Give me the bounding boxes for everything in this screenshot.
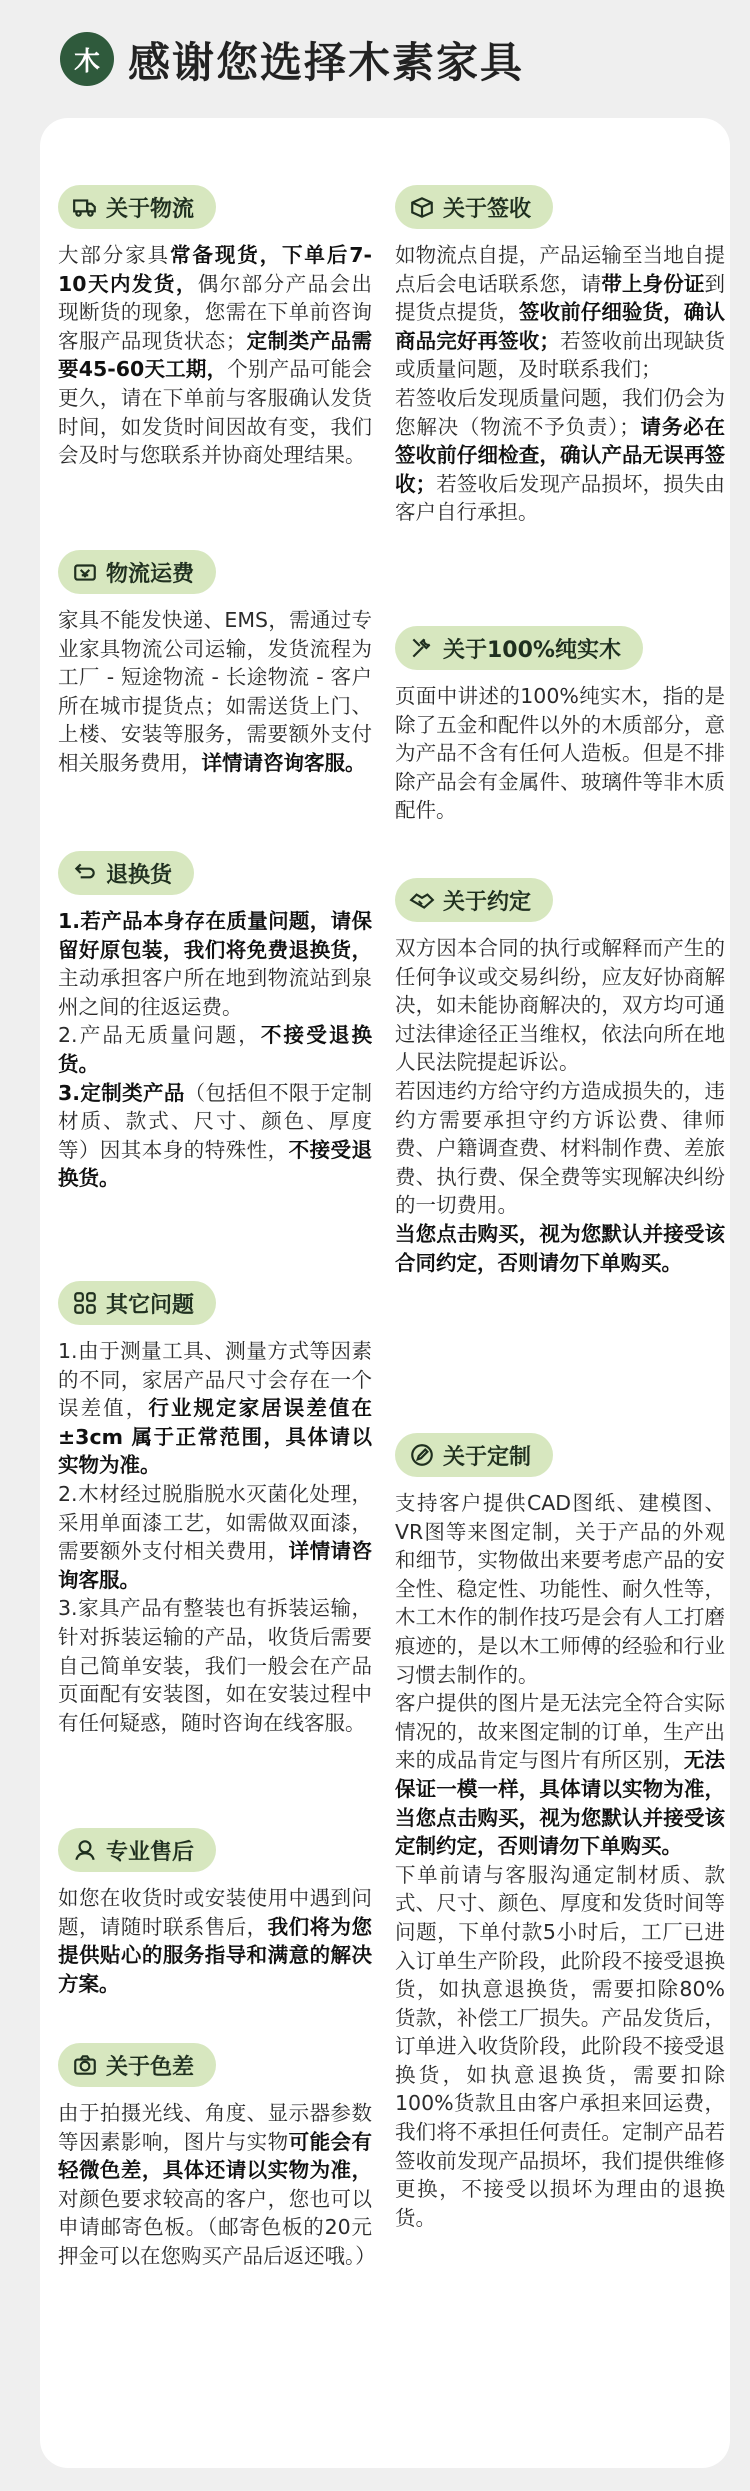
- paragraph: [58, 1594, 372, 1737]
- page-title: 感谢您选择木素家具: [128, 38, 525, 87]
- section-agreement: [395, 878, 725, 1277]
- bold-text: 常备现货，下单后7-10天内发货，: [58, 243, 372, 296]
- brand-logo: 木: [60, 32, 114, 86]
- section-heading: [58, 851, 194, 895]
- text-run: 个别产品可能会更久，请在下单前与客服确认发货时间，如发货时间因故有变，我们会及时与您联系并协商处理结果。: [58, 357, 372, 468]
- section-heading: [58, 1828, 216, 1872]
- info-card: [40, 118, 730, 2468]
- bold-text: 定制类产品需要45-60天工期，: [58, 328, 373, 382]
- bold-text: 详情请咨询客服。: [201, 750, 366, 775]
- section-signing: [395, 185, 725, 527]
- support-icon: [72, 1837, 98, 1863]
- bold-text: 请务必在签收前仔细检查，确认产品无误再签收；: [395, 414, 726, 496]
- section-custom: [395, 1433, 725, 2232]
- text-run: 若签收前出现缺货或质量问题，及时联系我们；: [395, 328, 726, 382]
- paragraph: [58, 1884, 372, 1998]
- section-heading: [58, 185, 216, 229]
- camera-icon: [72, 2052, 98, 2078]
- box-icon: [409, 194, 435, 220]
- section-logistics: [58, 185, 372, 470]
- text-run: 若因违约方给守约方造成损失的，违约方需要承担守约方诉讼费、律师费、户籍调查费、材料制作费、差旅费、执行费、保全费等实现解决纠纷的一切费用。: [395, 1078, 725, 1218]
- section-title: 关于签收: [443, 196, 532, 222]
- section-heading: [395, 185, 553, 229]
- bold-text: 3.定制类产品: [58, 1080, 185, 1105]
- section-title: 专业售后: [106, 1839, 195, 1865]
- bold-text: 详情请咨询客服。: [58, 1539, 373, 1592]
- bold-text: 可能会有轻微色差，具体还请以实物为准，: [58, 2129, 373, 2183]
- section-freight: [58, 550, 372, 778]
- section-solidwood: [395, 626, 725, 825]
- pencil-icon: [409, 1442, 435, 1468]
- text-run: 1.由于测量工具、测量方式等因素的不同，家居产品尺寸会存在一个误差值，: [58, 1339, 372, 1421]
- section-heading: [58, 550, 216, 594]
- section-body: [58, 907, 372, 1193]
- section-heading: [395, 878, 553, 922]
- text-run: 3.家具产品有整装也有拆装运输，针对拆装运输的产品，收货后需要自己简单安装，我们一般会在产品页面配有安装图，如在安装过程中有任何疑惑，随时咨询在线客服。: [58, 1596, 372, 1735]
- text-run: 如您在收货时或安装使用中遇到问题，请随时联系售后，: [58, 1886, 372, 1939]
- text-run: 2.木材经过脱脂脱水灭菌化处理，采用单面漆工艺，如需做双面漆，需要额外支付相关费用，: [58, 1481, 372, 1564]
- text-run: 家具不能发快递、EMS，需通过专业家具物流公司运输，发货流程为工厂 - 短途物流 - 长途物流 - 客户所在城市提货点；如需送货上门、上楼、安装等服务，需要额外支付相关服务费用，: [58, 608, 372, 775]
- handshake-icon: [409, 887, 435, 913]
- truck-icon: [72, 194, 98, 220]
- section-returns: [58, 851, 372, 1193]
- text-run: 2.产品无质量问题，: [58, 1023, 261, 1048]
- section-body: [58, 2099, 376, 2271]
- section-body: [58, 1884, 372, 1998]
- section-body: [395, 241, 725, 527]
- section-body: [395, 682, 725, 825]
- text-run: 若签收后发现质量问题，我们仍会为您解决（物流不予负责）；: [395, 385, 725, 439]
- page-header: [0, 0, 750, 120]
- text-run: 大部分家具: [58, 243, 171, 267]
- section-title: 关于100%纯实木: [443, 637, 621, 663]
- section-heading: [58, 1281, 216, 1325]
- paragraph: [58, 1480, 372, 1594]
- bold-text: 行业规定家居误差值在 ±3cm 属于正常范围，具体请以实物为准。: [58, 1396, 373, 1478]
- bold-text: 不接受退换货。: [58, 1137, 373, 1191]
- paragraph: [395, 1077, 725, 1220]
- section-aftersale: [58, 1828, 372, 1998]
- paragraph: [395, 682, 725, 825]
- section-title: 关于色差: [106, 2054, 195, 2080]
- section-body: [58, 606, 372, 778]
- paragraph: [58, 1021, 372, 1078]
- paragraph: [58, 241, 372, 470]
- text-run: 到提货点提货，: [395, 271, 726, 325]
- section-title: 物流运费: [106, 561, 195, 587]
- section-body: [395, 934, 725, 1277]
- section-heading: [58, 2043, 216, 2087]
- section-body: [58, 241, 372, 470]
- text-run: 如物流点自提，产品运输至当地自提点后会电话联系您，请: [395, 243, 725, 296]
- text-run: 下单前请与客服沟通定制材质、款式、尺寸、颜色、厚度和发货时间等问题，下单付款5小时后，工厂已进入订单生产阶段，此阶段不接受退换货，如执意退换货，需要扣除80%货款，补偿工厂损失。产品发货后，订单进入收货阶段，此阶段不接受退换货，如执意退换货，需要扣除100%货款且由客户承担来回运费，我们将不承担任何责任。定制产品若签收前发现产品损坏，我们提供维修更换，不接受以损坏为理由的退换货。: [395, 1862, 725, 2230]
- grid-icon: [72, 1290, 98, 1316]
- bold-text: 无法保证一模一样，具体请以实物为准，当您点击购买，视为您默认并接受该定制约定，否则请勿下单购买。: [395, 1748, 726, 1859]
- text-run: 偶尔部分产品会出现断货的现象，您需在下单前咨询客服产品现货状态；: [58, 271, 373, 353]
- text-run: （包括但不限于定制材质、款式、尺寸、颜色、厚度等）因其本身的特殊性，: [58, 1080, 372, 1162]
- bold-text: 我们将为您提供贴心的服务指导和满意的解决方案。: [58, 1914, 373, 1996]
- paragraph: [395, 1689, 725, 1861]
- text-run: 页面中讲述的100%纯实木，指的是除了五金和配件以外的木质部分，意为产品不含有任何人造板。但是不排除产品会有金属件、玻璃件等非木质配件。: [395, 684, 725, 823]
- text-run: 主动承担客户所在地到物流站到泉州之间的往返运费。: [58, 966, 372, 1019]
- section-body: [58, 1337, 372, 1737]
- paragraph: [58, 1079, 372, 1193]
- paragraph: [58, 2099, 376, 2271]
- section-title: 关于约定: [443, 889, 532, 915]
- bold-text: 当您点击购买，视为您默认并接受该合同约定，否则请勿下单购买。: [395, 1221, 725, 1275]
- paragraph: [395, 1861, 725, 2233]
- text-run: 由于拍摄光线、角度、显示器参数等因素影响，图片与实物: [58, 2101, 372, 2154]
- money-icon: [72, 559, 98, 585]
- paragraph: [395, 934, 725, 1077]
- section-title: 关于物流: [106, 196, 195, 222]
- section-color: [58, 2043, 376, 2271]
- paragraph: [58, 606, 372, 778]
- bold-text: 1.若产品本身存在质量问题，请保留好原包装，我们将免费退换货，: [58, 909, 372, 962]
- text-run: 对颜色要求较高的客户，您也可以申请邮寄色板。（邮寄色板的20元押金可以在您购买产品后返还哦。）: [58, 2186, 376, 2268]
- bold-text: 带上身份证: [601, 271, 705, 296]
- paragraph: [395, 1489, 725, 1689]
- text-run: 双方因本合同的执行或解释而产生的任何争议或交易纠纷，应友好协商解决，如未能协商解决的，双方均可通过法律途径正当维权，依法向所在地人民法院提起诉讼。: [395, 936, 725, 1075]
- section-other: [58, 1281, 372, 1737]
- paragraph: [58, 907, 372, 1021]
- section-title: 退换货: [106, 862, 173, 888]
- tools-icon: [409, 635, 435, 661]
- return-icon: [72, 860, 98, 886]
- section-title: 关于定制: [443, 1444, 532, 1470]
- paragraph: [395, 384, 725, 527]
- section-heading: [395, 1433, 553, 1477]
- bold-text: 不接受退换货。: [58, 1023, 373, 1076]
- section-title: 其它问题: [106, 1292, 195, 1318]
- section-body: [395, 1489, 725, 2232]
- bold-text: 签收前仔细验货，确认商品完好再签收；: [395, 300, 726, 353]
- section-heading: [395, 626, 643, 670]
- paragraph: [58, 1337, 372, 1480]
- text-run: 客户提供的图片是无法完全符合实际情况的，故来图定制的订单，生产出来的成品肯定与图片有所区别，: [395, 1691, 725, 1773]
- paragraph: [395, 1220, 725, 1277]
- text-run: 支持客户提供CAD图纸、建模图、VR图等来图定制，关于产品的外观和细节，实物做出来要考虑产品的安全性、稳定性、功能性、耐久性等，木工木作的制作技巧是会有人工打磨痕迹的，是以木工师傅的经验和行业习惯去制作的。: [395, 1491, 725, 1687]
- paragraph: [395, 241, 725, 384]
- text-run: 若签收后发现产品损坏，损失由客户自行承担。: [395, 471, 726, 525]
